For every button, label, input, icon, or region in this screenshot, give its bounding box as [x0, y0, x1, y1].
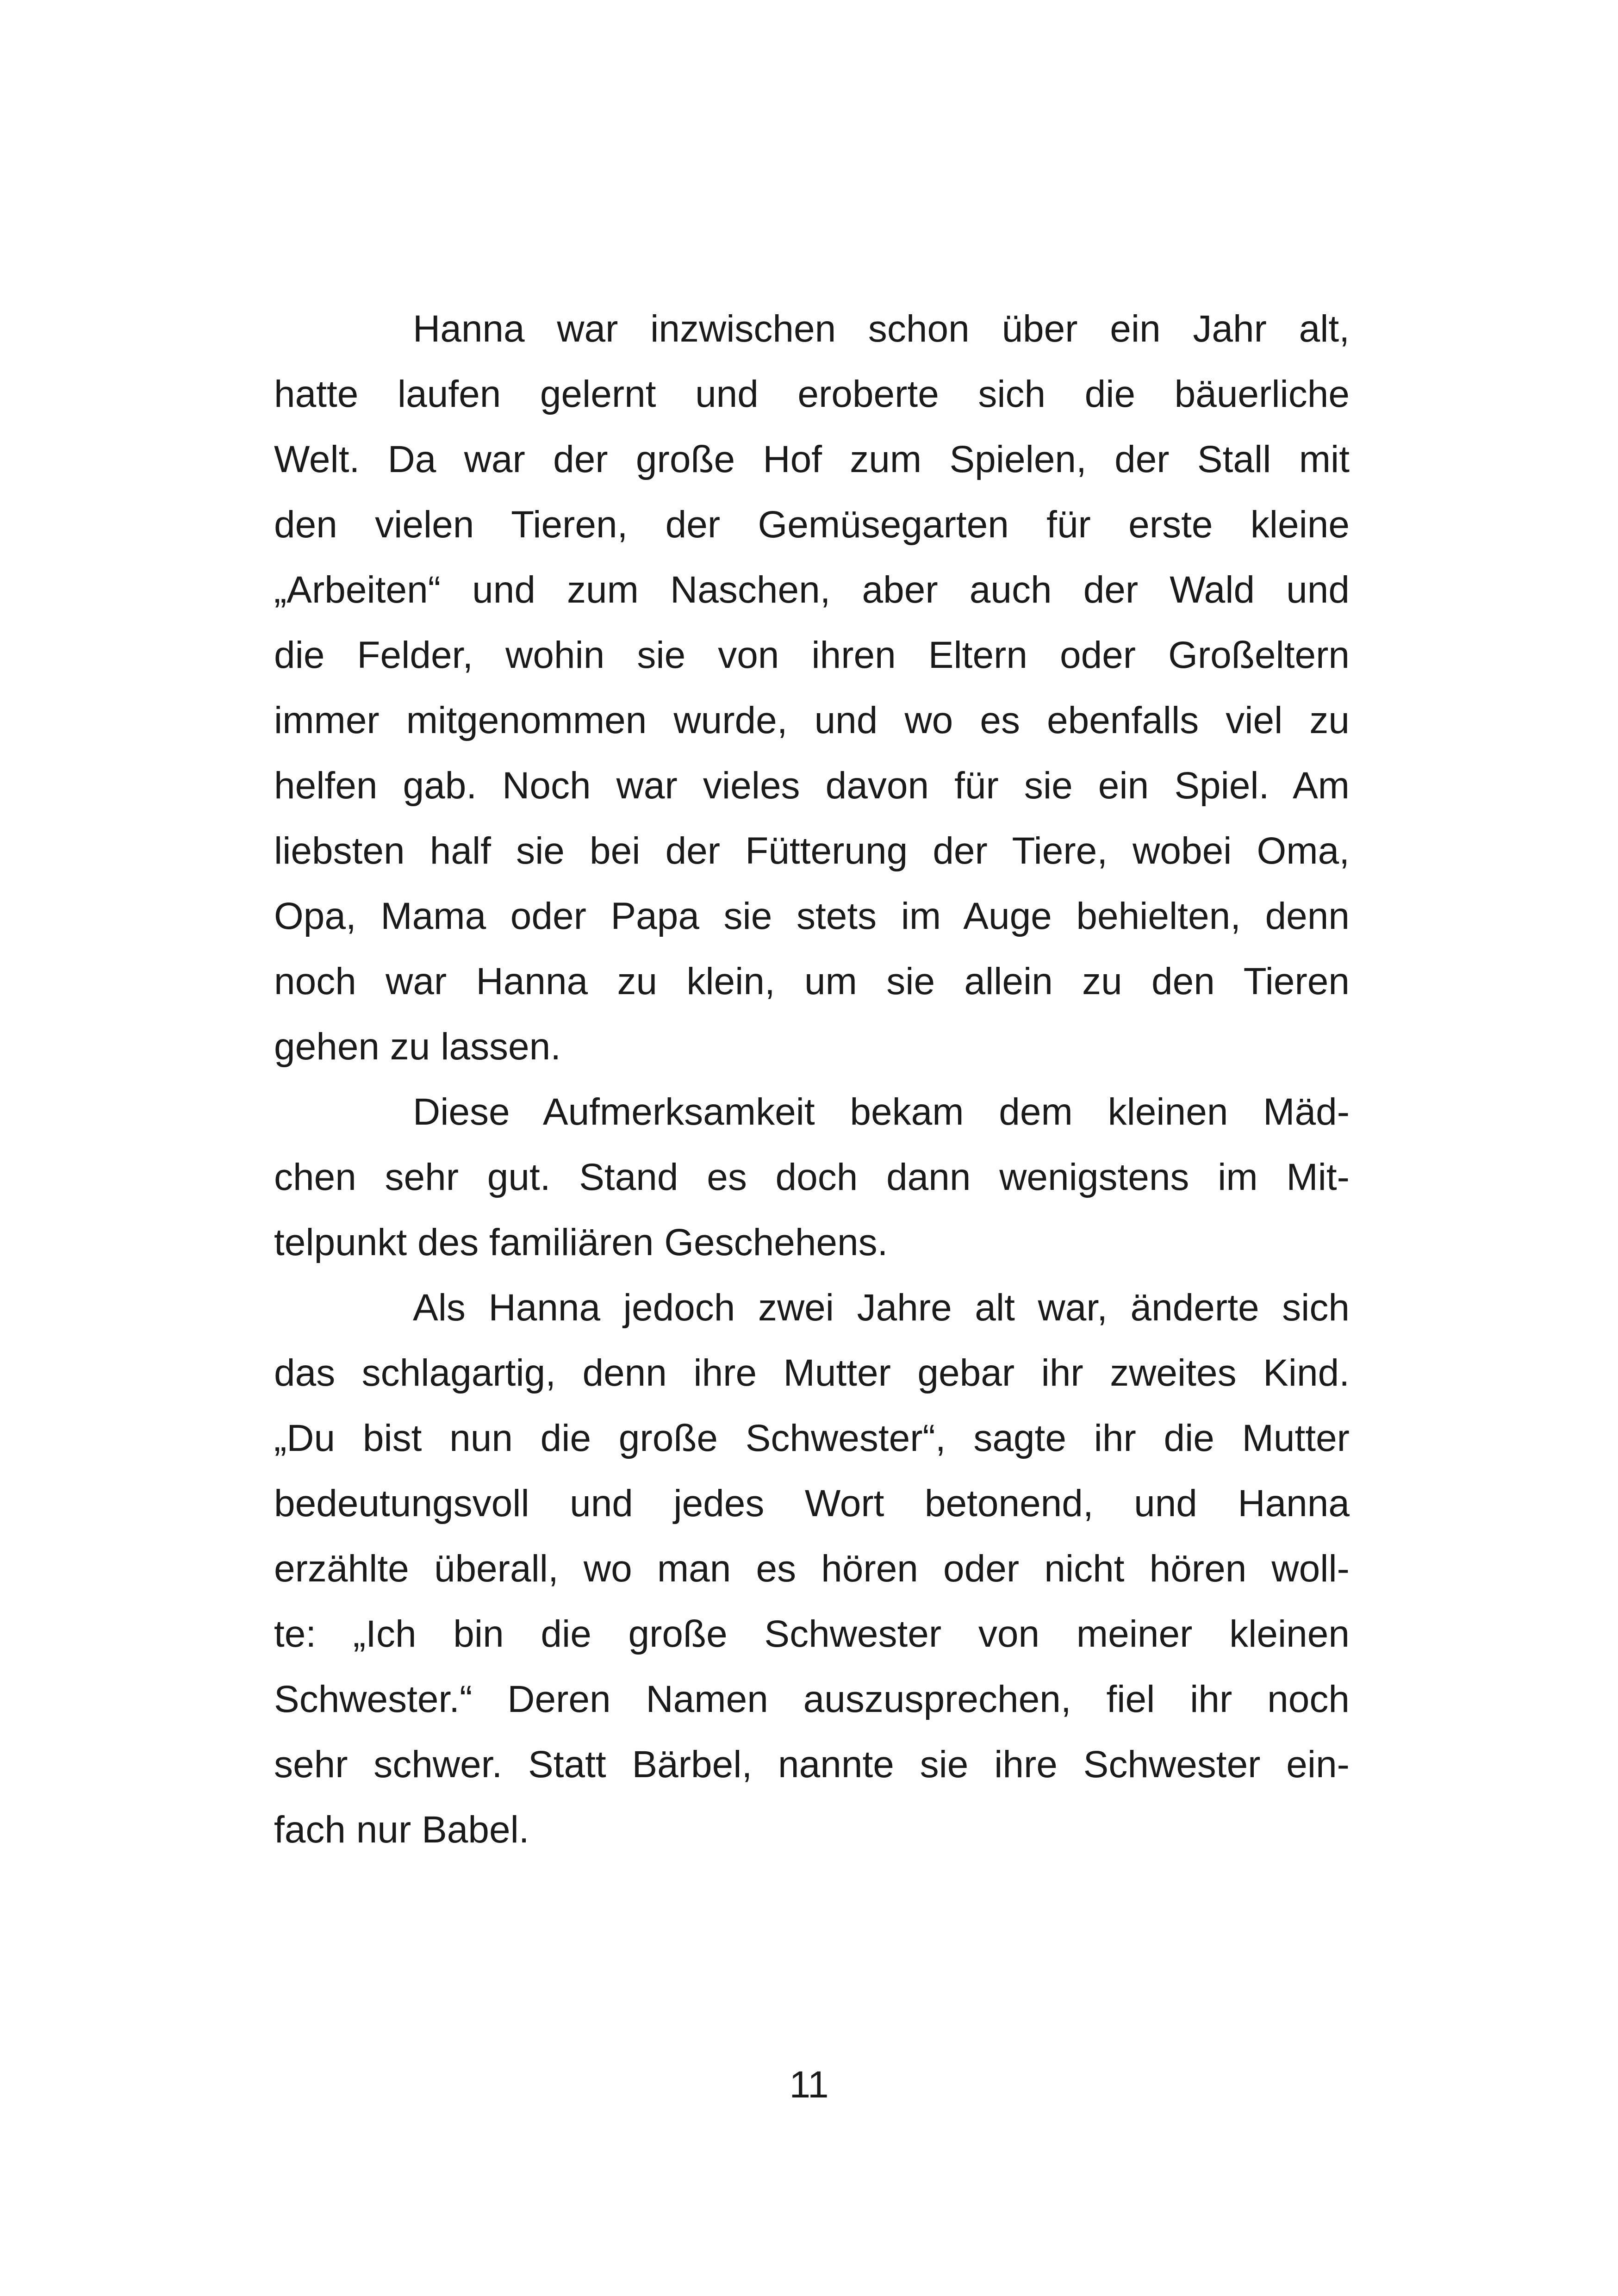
paragraph-2-line-2: chen sehr gut. Stand es doch dann wenigstens im Mit- — [274, 1156, 1350, 1198]
paragraph-1-line-9: liebsten half sie bei der Fütterung der Tiere, wobei Oma, — [274, 830, 1350, 872]
paragraph-3-line-4: bedeutungsvoll und jedes Wort betonend, und Hanna — [274, 1482, 1350, 1524]
paragraph-3-line-1: Als Hanna jedoch zwei Jahre alt war, änderte sich — [413, 1287, 1350, 1329]
paragraph-3-line-3: „Du bist nun die große Schwester“, sagte ihr die Mutter — [274, 1417, 1350, 1459]
page-number: 11 — [789, 2064, 829, 2106]
paragraph-2-line-3: telpunkt des familiären Geschehens. — [274, 1221, 888, 1263]
paragraph-1-line-1: Hanna war inzwischen schon über ein Jahr alt, — [413, 308, 1350, 350]
paragraph-1-line-4: den vielen Tieren, der Gemüsegarten für erste kleine — [274, 504, 1350, 546]
paragraph-1-line-11: noch war Hanna zu klein, um sie allein zu den Tieren — [274, 960, 1350, 1002]
paragraph-1-line-5: „Arbeiten“ und zum Naschen, aber auch der Wald und — [274, 569, 1350, 611]
paragraph-1-line-10: Opa, Mama oder Papa sie stets im Auge behielten, denn — [274, 895, 1350, 937]
paragraph-1-line-12: gehen zu lassen. — [274, 1026, 561, 1068]
paragraph-3-line-2: das schlagartig, denn ihre Mutter gebar ihr zweites Kind. — [274, 1352, 1350, 1394]
paragraph-1-line-7: immer mitgenommen wurde, und wo es ebenfalls viel zu — [274, 699, 1350, 741]
paragraph-1-line-2: hatte laufen gelernt und eroberte sich die bäuerliche — [274, 373, 1350, 415]
paragraph-3-line-8: sehr schwer. Statt Bärbel, nannte sie ihre Schwester ein- — [274, 1743, 1350, 1786]
paragraph-3-line-5: erzählte überall, wo man es hören oder nicht hören woll- — [274, 1548, 1350, 1590]
body-text — [274, 296, 1350, 1862]
paragraph-3-line-6: te: „Ich bin die große Schwester von meiner kleinen — [274, 1613, 1350, 1655]
paragraph-1-line-6: die Felder, wohin sie von ihren Eltern oder Großeltern — [274, 634, 1350, 676]
paragraph-2-line-1: Diese Aufmerksamkeit bekam dem kleinen Mäd- — [413, 1091, 1350, 1133]
paragraph-1-line-3: Welt. Da war der große Hof zum Spielen, der Stall mit — [274, 438, 1350, 480]
paragraph-1-line-8: helfen gab. Noch war vieles davon für sie ein Spiel. Am — [274, 765, 1350, 807]
paragraph-3-line-7: Schwester.“ Deren Namen auszusprechen, fiel ihr noch — [274, 1678, 1350, 1720]
paragraph-3-line-9: fach nur Babel. — [274, 1809, 529, 1851]
